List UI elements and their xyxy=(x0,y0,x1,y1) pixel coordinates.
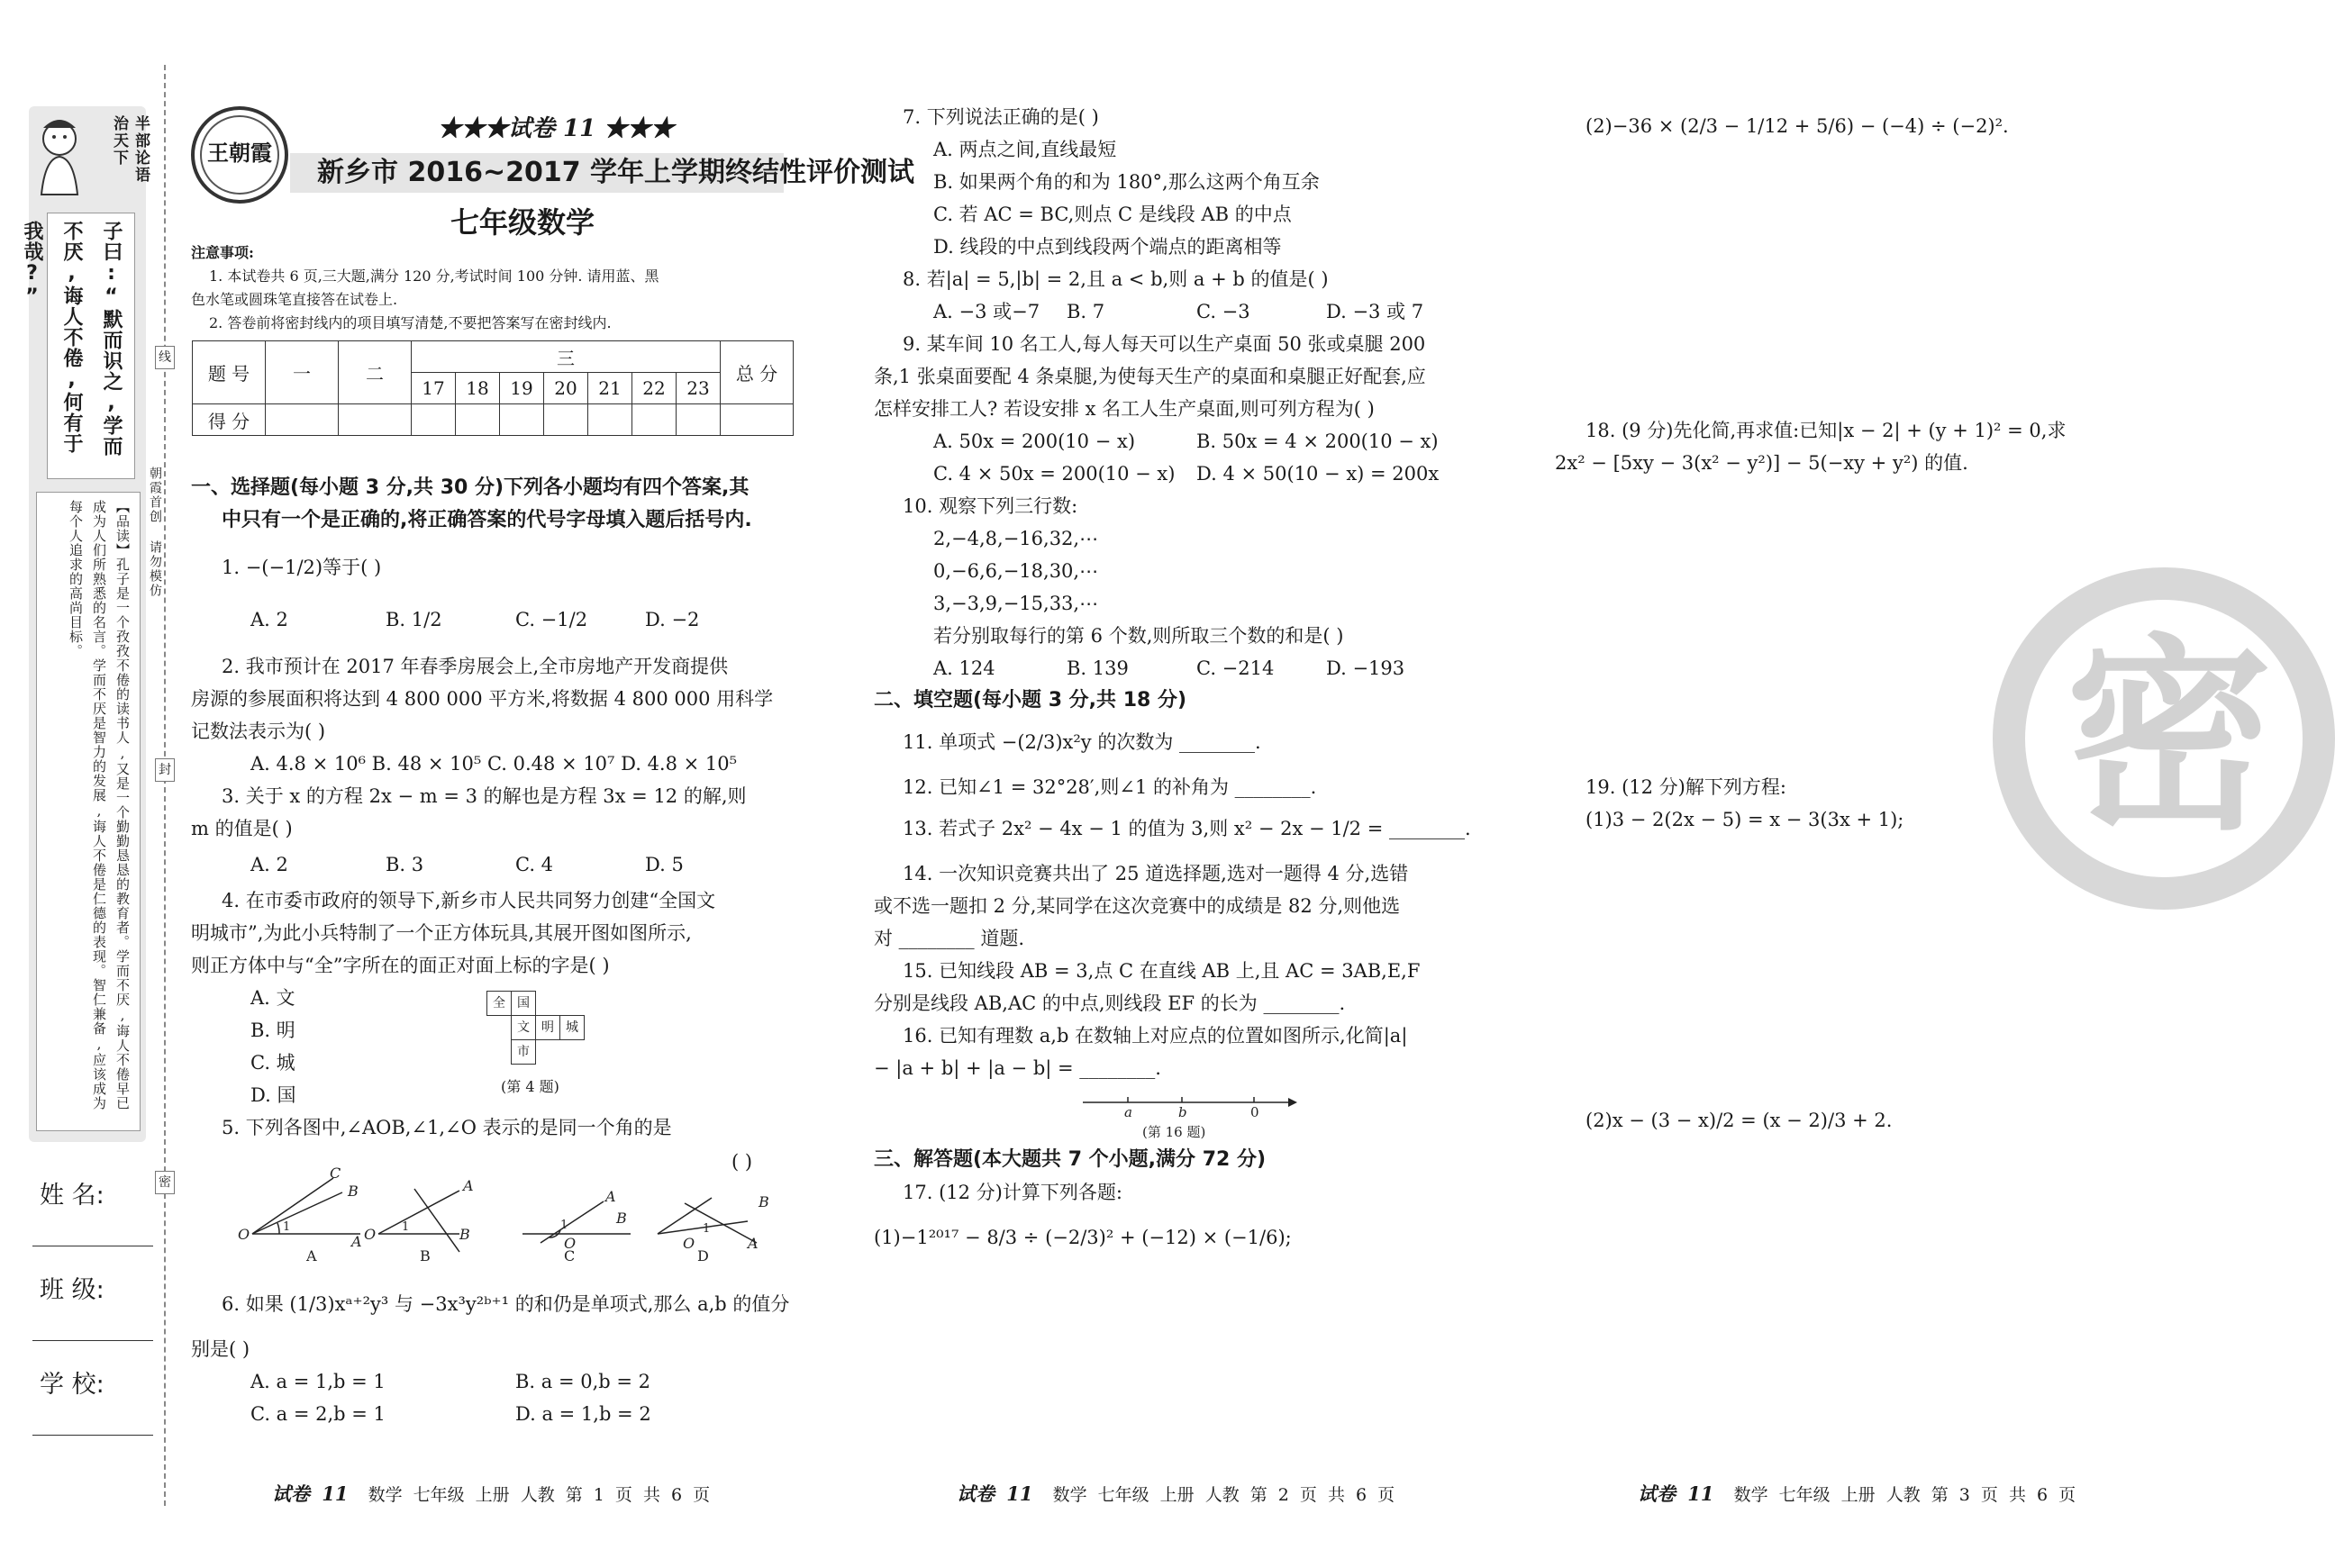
q4-option-a: A. 文 xyxy=(250,987,295,1009)
score-sub-19: 19 xyxy=(500,373,544,404)
notes-heading: 注意事项: xyxy=(191,244,254,261)
q3-option-c: C. 4 xyxy=(515,854,554,875)
quote-box xyxy=(21,213,135,479)
cube-face: 全 xyxy=(486,991,512,1016)
score-sub-17: 17 xyxy=(412,373,456,404)
anti-copy-notice: 朝霞首创 请勿模仿 xyxy=(148,467,162,598)
question-2-c: 记数法表示为( ) xyxy=(191,721,326,742)
score-cell[interactable] xyxy=(588,404,632,436)
score-header-3: 三 xyxy=(412,341,721,373)
figure-label-c: C xyxy=(564,1247,576,1264)
notes-line-1b: 色水笔或圆珠笔直接答在试卷上. xyxy=(191,291,398,308)
question-16-a: 16. 已知有理数 a,b 在数轴上对应点的位置如图所示,化简|a| xyxy=(903,1025,1408,1047)
logo-text: 王朝霞 xyxy=(207,140,272,166)
question-5: 5. 下列各图中,∠AOB,∠1,∠O 表示的是同一个角的是 xyxy=(222,1117,672,1138)
svg-text:B: B xyxy=(459,1226,470,1243)
question-3-a: 3. 关于 x 的方程 2x − m = 3 的解也是方程 3x = 12 的解,则 xyxy=(222,785,747,807)
q3-option-a: A. 2 xyxy=(250,854,288,875)
score-cell[interactable] xyxy=(677,404,721,436)
svg-text:O: O xyxy=(364,1226,377,1243)
question-8: 8. 若|a| = 5,|b| = 2,且 a < b,则 a + b 的值是( ) xyxy=(903,268,1329,290)
question-17: 17. (12 分)计算下列各题: xyxy=(903,1182,1122,1203)
svg-text:O: O xyxy=(564,1235,577,1252)
question-19-part-2: (2)x − (3 − x)/2 = (x − 2)/3 + 2. xyxy=(1585,1110,1893,1131)
q10-row-1: 2,−4,8,−16,32,⋯ xyxy=(933,528,1099,549)
question-13: 13. 若式子 2x² − 4x − 1 的值为 3,则 x² − 2x − 1/2 = ________. xyxy=(903,818,1471,839)
cube-face: 市 xyxy=(511,1039,536,1065)
q9-option-a: A. 50x = 200(10 − x) xyxy=(933,431,1136,452)
q6-option-d: D. a = 1,b = 2 xyxy=(515,1403,651,1425)
q1-option-b: B. 1/2 xyxy=(386,609,442,630)
svg-text:B: B xyxy=(616,1210,627,1227)
question-10-b: 若分别取每行的第 6 个数,则所取三个数的和是( ) xyxy=(933,625,1344,647)
q6-option-a: A. a = 1,b = 1 xyxy=(250,1371,386,1392)
figure-label-b: B xyxy=(420,1247,431,1264)
question-12: 12. 已知∠1 = 32°28′,则∠1 的补角为 ________. xyxy=(903,776,1317,798)
question-2-a: 2. 我市预计在 2017 年春季房展会上,全市房地产开发商提供 xyxy=(222,656,729,677)
confucius-quote: 子曰:“默而识之,学而不厌,诲人不倦,何有于我哉?” xyxy=(21,221,123,457)
q6-option-c: C. a = 2,b = 1 xyxy=(250,1403,386,1425)
notes-line-2: 2. 答卷前将密封线内的项目填写清楚,不要把答案写在密封线内. xyxy=(209,314,612,331)
footer-text: 数学 七年级 上册 人教 第 3 页 共 6 页 xyxy=(1733,1485,2076,1505)
q10-row-2: 0,−6,6,−18,30,⋯ xyxy=(933,560,1099,582)
section-2-heading: 二、填空题(每小题 3 分,共 18 分) xyxy=(874,689,1187,711)
footer-paper-no: 试卷 11 xyxy=(272,1482,349,1505)
question-15-a: 15. 已知线段 AB = 3,点 C 在直线 AB 上,且 AC = 3AB,E,F xyxy=(903,960,1421,982)
footer-paper-no: 试卷 11 xyxy=(1638,1482,1714,1505)
question-19-part-1: (1)3 − 2(2x − 5) = x − 3(3x + 1); xyxy=(1585,809,1904,830)
name-label: 姓 名: xyxy=(40,1182,104,1210)
question-17-part-2: (2)−36 × (2/3 − 1/12 + 5/6) − (−4) ÷ (−2)². xyxy=(1585,115,2009,137)
q6-option-b: B. a = 0,b = 2 xyxy=(515,1371,651,1392)
seal-watermark-char: 密 xyxy=(2065,618,2273,858)
svg-text:A: A xyxy=(351,1233,362,1250)
notes-line-1: 1. 本试卷共 6 页,三大题,满分 120 分,考试时间 100 分钟. 请用蓝、黑 xyxy=(209,267,659,285)
class-field[interactable] xyxy=(32,1340,153,1341)
q8-option-a: A. −3 或−7 xyxy=(933,301,1040,322)
arrow-icon xyxy=(1288,1098,1297,1107)
q7-option-b: B. 如果两个角的和为 180°,那么这两个角互余 xyxy=(933,171,1320,193)
figure-label-a: A xyxy=(306,1247,317,1264)
question-9-a: 9. 某车间 10 名工人,每人每天可以生产桌面 50 张或桌腿 200 xyxy=(903,333,1426,355)
question-2-b: 房源的参展面积将达到 4 800 000 平方米,将数据 4 800 000 用科学 xyxy=(191,688,774,710)
section-1-heading-b: 中只有一个是正确的,将正确答案的代号字母填入题后括号内. xyxy=(222,509,752,531)
question-4-a: 4. 在市委市政府的领导下,新乡市人民共同努力创建“全国文 xyxy=(222,890,716,911)
svg-text:1: 1 xyxy=(402,1220,410,1234)
sidebar-header xyxy=(32,112,150,202)
reading-box xyxy=(36,492,141,1131)
question-17-part-1: (1)−1²⁰¹⁷ − 8/3 ÷ (−2/3)² + (−12) × (−1/6); xyxy=(874,1227,1292,1248)
seal-cut-line xyxy=(164,65,166,1506)
number-line-figure xyxy=(1077,1088,1303,1142)
score-header-label: 题 号 xyxy=(193,341,266,404)
score-row-label: 得 分 xyxy=(193,404,266,436)
svg-text:A: A xyxy=(748,1235,759,1252)
sidebar-header-text: 半部论语 治天下 xyxy=(110,115,150,184)
question-14-c: 对 ________ 道题. xyxy=(874,928,1025,949)
q7-option-c: C. 若 AC = BC,则点 C 是线段 AB 的中点 xyxy=(933,204,1292,225)
score-sub-18: 18 xyxy=(456,373,500,404)
seal-line-char-feng: 封 xyxy=(155,758,175,782)
svg-text:A: A xyxy=(605,1188,616,1205)
q8-option-d: D. −3 或 7 xyxy=(1326,301,1424,322)
school-field[interactable] xyxy=(32,1435,153,1436)
q1-option-d: D. −2 xyxy=(645,609,700,630)
q4-option-c: C. 城 xyxy=(250,1052,295,1074)
q9-option-d: D. 4 × 50(10 − x) = 200x xyxy=(1196,463,1440,485)
seal-line-char-xian: 线 xyxy=(155,346,175,369)
question-14-a: 14. 一次知识竞赛共出了 25 道选择题,选对一题得 4 分,选错 xyxy=(903,863,1409,884)
number-line-label-a: a xyxy=(1124,1104,1132,1120)
q10-row-3: 3,−3,9,−15,33,⋯ xyxy=(933,593,1099,614)
q1-option-c: C. −1/2 xyxy=(515,609,588,630)
q10-option-a: A. 124 xyxy=(933,657,995,679)
svg-text:A: A xyxy=(463,1177,474,1194)
q8-option-b: B. 7 xyxy=(1067,301,1105,322)
q4-option-b: B. 明 xyxy=(250,1020,295,1041)
svg-text:C: C xyxy=(330,1165,341,1182)
question-4-c: 则正方体中与“全”字所在的面正对面上标的字是( ) xyxy=(191,955,610,976)
number-line-label-zero: 0 xyxy=(1250,1104,1259,1120)
school-label: 学 校: xyxy=(40,1371,104,1399)
question-4-b: 明城市”,为此小兵特制了一个正方体玩具,其展开图如图所示, xyxy=(191,922,692,944)
scholar-icon xyxy=(32,112,86,198)
q10-option-c: C. −214 xyxy=(1196,657,1275,679)
svg-text:1: 1 xyxy=(283,1220,291,1234)
paper-number: ★★★试卷 11 ★★★ xyxy=(438,115,675,142)
score-cell[interactable] xyxy=(456,404,500,436)
exam-title: 新乡市 2016~2017 学年上学期终结性评价测试 xyxy=(317,157,915,188)
question-15-b: 分别是线段 AB,AC 的中点,则线段 EF 的长为 ________. xyxy=(874,992,1346,1014)
cube-face: 城 xyxy=(559,1015,585,1040)
footer-text: 数学 七年级 上册 人教 第 2 页 共 6 页 xyxy=(1052,1485,1395,1505)
score-cell[interactable] xyxy=(339,404,412,436)
question-16-b: − |a + b| + |a − b| = ________. xyxy=(874,1057,1161,1079)
figure-4-caption: (第 4 题) xyxy=(501,1078,559,1095)
seal-line-char-mi: 密 xyxy=(155,1171,175,1194)
svg-text:1: 1 xyxy=(703,1222,711,1236)
q7-option-a: A. 两点之间,直线最短 xyxy=(933,139,1117,160)
score-cell[interactable] xyxy=(500,404,544,436)
q7-option-d: D. 线段的中点到线段两个端点的距离相等 xyxy=(933,236,1282,258)
question-9-c: 怎样安排工人? 若设安排 x 名工人生产桌面,则可列方程为( ) xyxy=(874,398,1375,420)
class-label: 班 级: xyxy=(40,1276,104,1304)
svg-text:B: B xyxy=(348,1183,359,1200)
page-footer-2 xyxy=(957,1480,1395,1507)
figure-16-caption: (第 16 题) xyxy=(1142,1124,1206,1140)
q3-option-d: D. 5 xyxy=(645,854,684,875)
question-5-paren: ( ) xyxy=(731,1151,753,1173)
question-19: 19. (12 分)解下列方程: xyxy=(1585,776,1786,798)
question-6-b: 别是( ) xyxy=(191,1338,250,1360)
score-sub-22: 22 xyxy=(632,373,677,404)
number-line-label-b: b xyxy=(1178,1104,1187,1120)
cube-face: 国 xyxy=(511,991,536,1016)
score-cell[interactable] xyxy=(632,404,677,436)
score-sub-21: 21 xyxy=(588,373,632,404)
svg-text:O: O xyxy=(238,1226,250,1243)
score-sub-23: 23 xyxy=(677,373,721,404)
q9-option-c: C. 4 × 50x = 200(10 − x) xyxy=(933,463,1176,485)
q1-option-a: A. 2 xyxy=(250,609,288,630)
score-cell[interactable] xyxy=(544,404,588,436)
q4-option-d: D. 国 xyxy=(250,1084,296,1106)
figure-label-d: D xyxy=(697,1247,709,1264)
page-footer-1 xyxy=(272,1480,710,1507)
q9-option-b: B. 50x = 4 × 200(10 − x) xyxy=(1196,431,1439,452)
score-header-1: 一 xyxy=(266,341,339,404)
score-cell[interactable] xyxy=(412,404,456,436)
question-3-b: m 的值是( ) xyxy=(191,818,293,839)
section-1-heading: 一、选择题(每小题 3 分,共 30 分)下列各小题均有四个答案,其 xyxy=(191,476,750,499)
score-cell[interactable] xyxy=(721,404,794,436)
svg-text:O: O xyxy=(683,1235,695,1252)
score-sub-20: 20 xyxy=(544,373,588,404)
cube-face: 明 xyxy=(535,1015,560,1040)
question-14-b: 或不选一题扣 2 分,某同学在这次竞赛中的成绩是 82 分,则他选 xyxy=(874,895,1401,917)
question-18-b: 2x² − [5xy − 3(x² − y²)] − 5(−xy + y²) 的值. xyxy=(1555,452,1968,474)
q3-option-b: B. 3 xyxy=(386,854,424,875)
q10-option-d: D. −193 xyxy=(1326,657,1405,679)
section-3-heading: 三、解答题(本大题共 7 个小题,满分 72 分) xyxy=(874,1148,1267,1171)
score-cell[interactable] xyxy=(266,404,339,436)
score-table xyxy=(192,340,794,436)
question-9-b: 条,1 张桌面要配 4 条桌腿,为使每天生产的桌面和桌腿正好配套,应 xyxy=(874,366,1426,387)
question-6-a: 6. 如果 (1/3)xᵃ⁺²y³ 与 −3x³y²ᵇ⁺¹ 的和仍是单项式,那么 a,b 的值分 xyxy=(222,1293,790,1315)
cube-face: 文 xyxy=(511,1015,536,1040)
page-footer-3 xyxy=(1638,1480,2076,1507)
q10-option-b: B. 139 xyxy=(1067,657,1129,679)
subject-title: 七年级数学 xyxy=(450,205,595,240)
q8-option-c: C. −3 xyxy=(1196,301,1250,322)
svg-text:1: 1 xyxy=(560,1219,568,1232)
score-header-2: 二 xyxy=(339,341,412,404)
question-18-a: 18. (9 分)先化简,再求值:已知|x − 2| + (y + 1)² = 0,求 xyxy=(1585,420,2067,441)
reading-text: 【品读】孔子是一个孜孜不倦的读书人,又是一个勤勤恳恳的教育者。学而不厌,诲人不倦早已成为人们所熟悉的名言。学而不厌是智力的发展,诲人不倦是仁德的表现。智仁兼备,应该成为每个人追求的高尚目标。 xyxy=(68,500,131,1110)
question-11: 11. 单项式 −(2/3)x²y 的次数为 ________. xyxy=(903,731,1261,753)
angle-figures xyxy=(238,1165,820,1264)
score-header-total: 总 分 xyxy=(721,341,794,404)
footer-paper-no: 试卷 11 xyxy=(957,1482,1033,1505)
q2-options: A. 4.8 × 10⁶ B. 48 × 10⁵ C. 0.48 × 10⁷ D. 4.8 × 10⁵ xyxy=(250,753,738,775)
question-7: 7. 下列说法正确的是( ) xyxy=(903,106,1099,128)
question-10: 10. 观察下列三行数: xyxy=(903,495,1078,517)
footer-text: 数学 七年级 上册 人教 第 1 页 共 6 页 xyxy=(368,1485,711,1505)
question-1: 1. −(−1/2)等于( ) xyxy=(222,557,382,578)
svg-text:B: B xyxy=(759,1193,769,1210)
